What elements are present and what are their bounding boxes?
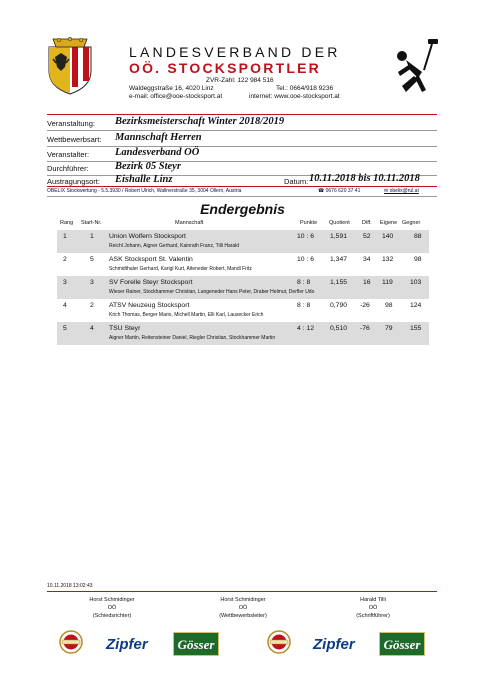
cell-punkte: 8 : 8	[297, 302, 311, 309]
value-datum: 10.11.2018 bis 10.11.2018	[309, 173, 420, 184]
value-durchfuehrer: Bezirk 05 Steyr	[115, 161, 181, 172]
signature-name: Horst Schmidinger	[220, 597, 266, 603]
cell-start-nr: 2	[90, 302, 94, 309]
cell-gegner: 155	[410, 325, 422, 332]
divider	[47, 591, 437, 592]
header-gegner: Gegner	[402, 220, 421, 226]
value-wettbewerbsart: Mannschaft Herren	[115, 132, 202, 143]
cell-rang: 4	[63, 302, 67, 309]
cell-eigene: 79	[385, 325, 393, 332]
cell-diff: 52	[363, 233, 371, 240]
cell-start-nr: 3	[90, 279, 94, 286]
zipfer-logo: Zipfer	[106, 636, 148, 653]
signature-role: (Wettbewerbsleiter)	[219, 613, 267, 619]
signature-org: OÖ	[368, 605, 378, 611]
gosser-logo: Gösser	[173, 632, 219, 656]
letterhead-title-line2: OÖ. STOCKSPORTLER	[129, 60, 321, 76]
cell-team: ASK Stocksport St. Valentin	[109, 256, 193, 263]
signature-role: (Schriftführer)	[356, 613, 390, 619]
organizer-phone: ☎ 0676 620 37 41	[318, 188, 361, 194]
header-punkte: Punkte	[300, 220, 318, 226]
cell-punkte: 8 : 8	[297, 279, 311, 286]
table-row	[57, 299, 429, 322]
label-datum: Datum:	[284, 177, 309, 186]
cell-members: Schmidthaler Gerhard, Karigl Kurt, Alteneder Robert, Mandl Fritz	[109, 266, 252, 272]
signature-org: OÖ	[238, 605, 248, 611]
cell-gegner: 103	[410, 279, 422, 286]
cell-rang: 1	[63, 233, 67, 240]
cell-quotient: 1,591	[330, 233, 348, 240]
organizer-info: OBELIX Stockwertung - 5.5.3930 / Robert Ulrich, Wallnerstraße 35, 3004 Ollern, Austria	[47, 188, 242, 194]
coat-of-arms-logo	[47, 37, 93, 95]
label-veranstalter: Veranstalter:	[47, 150, 90, 159]
divider	[47, 186, 437, 187]
cell-rang: 2	[63, 256, 67, 263]
cell-eigene: 140	[382, 233, 394, 240]
cell-members: Aigner Martin, Reitensteiner Daniel, Riegler Christian, Stockhammer Martin	[109, 335, 276, 341]
label-austragungsort: Austragungsort:	[47, 177, 100, 186]
cell-gegner: 124	[410, 302, 422, 309]
stocksport-player-icon	[388, 36, 440, 100]
table-header-row	[57, 220, 429, 230]
cell-start-nr: 5	[90, 256, 94, 263]
signature-referee	[57, 596, 167, 620]
letterhead-title-line1: LANDESVERBAND DER	[129, 44, 341, 60]
cell-eigene: 119	[382, 279, 393, 286]
cell-punkte: 10 : 6	[297, 256, 315, 263]
cell-start-nr: 4	[90, 325, 94, 332]
divider	[47, 114, 437, 115]
cell-team: Union Wolfern Stocksport	[109, 233, 186, 240]
divider	[47, 161, 437, 162]
table-row	[57, 276, 429, 299]
header-diff: Diff.	[362, 220, 372, 226]
zipfer-logo: Zipfer	[313, 636, 355, 653]
organizer-email[interactable]: ✉ obelix@rul.at	[384, 188, 419, 194]
results-title: Endergebnis	[200, 201, 285, 217]
brewery-emblem-logo	[266, 630, 292, 654]
value-veranstaltung: Bezirksmeisterschaft Winter 2018/2019	[115, 116, 285, 127]
cell-rang: 3	[63, 279, 67, 286]
label-durchfuehrer: Durchführer:	[47, 164, 89, 173]
cell-quotient: 0,790	[330, 302, 348, 309]
signature-name: Horst Schmidinger	[89, 597, 135, 603]
cell-team: SV Forelle Steyr Stocksport	[109, 279, 193, 286]
cell-team: TSU Steyr	[109, 325, 141, 332]
table-row	[57, 230, 429, 253]
cell-members: Reichl Johann, Aigner Gerhard, Kainrath Franz, Tilli Harald	[109, 243, 240, 249]
cell-rang: 5	[63, 325, 67, 332]
cell-eigene: 132	[382, 256, 394, 263]
cell-members: Wieser Rainer, Stockhammer Christian, Langeneder Hans Peter, Draber Helmut, Derfler Udo	[109, 289, 315, 295]
label-wettbewerbsart: Wettbewerbsart:	[47, 135, 102, 144]
header-start-nr: Start-Nr.	[81, 220, 102, 226]
value-austragungsort: Eishalle Linz	[115, 174, 173, 185]
cell-punkte: 10 : 6	[297, 233, 315, 240]
divider	[47, 130, 437, 131]
header-mannschaft: Mannschaft	[175, 220, 204, 226]
signature-org: OÖ	[107, 605, 117, 611]
signature-secretary	[318, 596, 428, 620]
cell-diff: 16	[363, 279, 371, 286]
signature-competition-lead	[188, 596, 298, 620]
website-address: internet: www.ooe-stocksport.at	[249, 93, 340, 100]
cell-diff: 34	[363, 256, 371, 263]
cell-punkte: 4 : 12	[297, 325, 315, 332]
signature-name: Harald Tilli	[360, 597, 386, 603]
table-row	[57, 253, 429, 276]
cell-members: Krich Thomas, Berger Mario, Michell Martin, Elli Karl, Lausecker Erich	[109, 312, 264, 318]
value-veranstalter: Landesverband OÖ	[115, 147, 200, 158]
header-rang: Rang	[60, 220, 74, 226]
brewery-emblem-logo	[58, 630, 84, 654]
cell-team: ATSV Neuzeug Stocksport	[109, 302, 190, 309]
signature-role: (Schiedsrichter)	[92, 613, 132, 619]
print-timestamp: 10.11.2018 13:02:43	[47, 583, 93, 589]
cell-diff: -26	[360, 302, 370, 309]
results-table	[57, 220, 429, 345]
cell-eigene: 98	[385, 302, 393, 309]
cell-diff: -76	[360, 325, 370, 332]
phone-number: Tel.: 0664/918 9236	[276, 85, 334, 92]
zvr-number: ZVR-Zahl: 122 984 516	[206, 77, 274, 84]
cell-quotient: 1,155	[330, 279, 348, 286]
divider	[47, 196, 437, 197]
cell-quotient: 0,510	[330, 325, 348, 332]
email-address: e-mail: office@ooe-stocksport.at	[129, 93, 223, 100]
gosser-logo: Gösser	[379, 632, 425, 656]
cell-gegner: 98	[414, 256, 422, 263]
cell-quotient: 1,347	[330, 256, 348, 263]
header-eigene: Eigene	[380, 220, 398, 226]
divider	[47, 146, 437, 147]
postal-address: Waldeggstraße 16, 4020 Linz	[129, 85, 214, 92]
table-row	[57, 322, 429, 345]
label-veranstaltung: Veranstaltung:	[47, 119, 95, 128]
cell-start-nr: 1	[90, 233, 94, 240]
header-quotient: Quotient	[329, 220, 350, 226]
cell-gegner: 88	[414, 233, 422, 240]
